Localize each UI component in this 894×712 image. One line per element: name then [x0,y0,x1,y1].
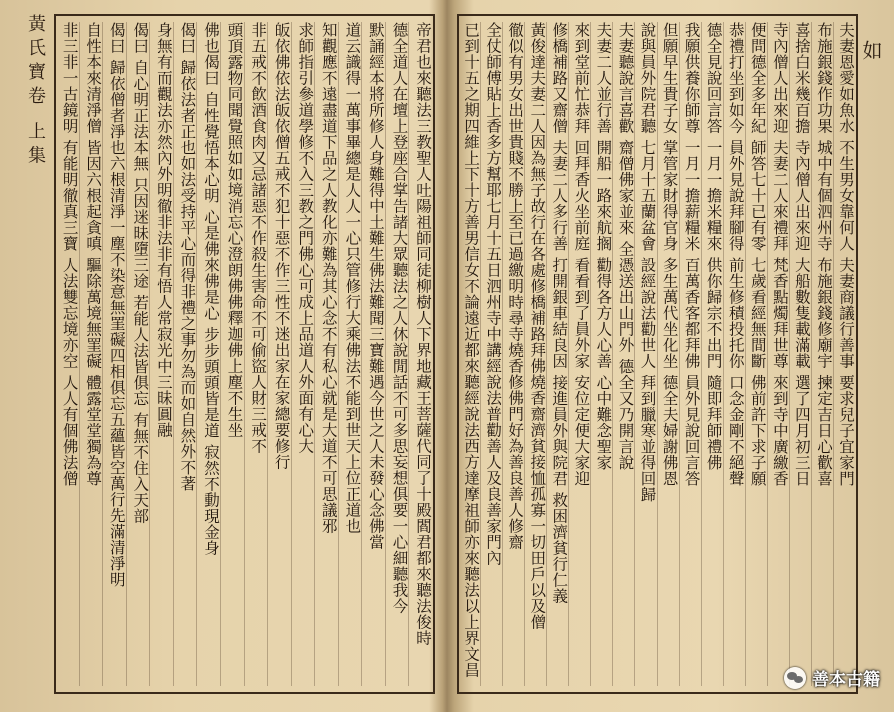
column-rule [220,22,221,686]
text-column: 偈曰 歸依僧者淨也六根清淨一塵不染意無罣礙四相俱忘五蘊皆空萬行先滿清淨明 [107,22,126,588]
text-column: 佛也偈曰 自性覺悟本心明 心是佛來佛是心 步步頭頭皆是道 寂然不動現金身 [201,22,220,556]
column-rule [338,22,339,686]
column-rule [480,22,481,686]
column-rule [767,22,768,686]
text-column: 我願供養你師尊 一月一擔薪糧米 百萬香客都拜佛 員外見說回言答 [682,22,701,487]
text-column: 自性本來清淨僧 皆因六根起貪嗔 驅除萬境無罣礙 體露堂堂獨為尊 [84,22,103,487]
text-column: 喜捨白米幾百擔 寺內僧人出來迎 大船數隻載滿載 選了四月初三日 [792,22,811,487]
text-column: 頭頂露物同聞覺照如如境消忘心澄朗佛佛釋迦佛上塵不生坐 [225,22,244,438]
text-column: 來到堂前忙恭拜 回拜香火坐前庭 看看到了員外家 安位定便大家迎 [572,22,591,487]
column-rule [745,22,746,686]
left-page-gutter-title: 黃氏寶卷 上集 [25,14,46,170]
text-column: 偈曰 自心明正法本無 只因迷昧墮三途 若能人法皆俱忘 有無不住入天部 [131,22,150,524]
column-rule [408,22,409,686]
column-rule [833,22,834,686]
text-column: 身無有而觀法亦然內外明徹非法非有悟人常寂光中三昧圓融 [154,22,173,438]
text-column: 默誦經本將所修人身難得中土難生佛法難聞三寶難遇今世之人未發心念佛當 [366,22,385,550]
text-column: 徹似有男女出世貴賤不勝上至已過繳明時尋寺燒香修佛門好為善良善人修齋 [506,22,525,550]
text-column: 黃俊達夫妻二人因為無子故行在各處修橋補路拜佛燒香齋濟貧接恤孤寡一切田戶以及僧 [528,22,547,630]
text-column: 便問德全多年紀 師答七十已有零 七歲看經無間斷 佛前許下求子願 [748,22,767,487]
column-rule [701,22,702,686]
text-column: 修橋補路又齋僧 夫妻二人多行善 打開銀車結良因 接進員外與院君 救困濟貧行仁義 [550,22,569,604]
column-rule [291,22,292,686]
column-rule [524,22,525,686]
text-column: 求師指引參道學修不入三教之門佛心可成上品道人外面有心大 [296,22,315,454]
column-rule [173,22,174,686]
column-rule [267,22,268,686]
column-rule [385,22,386,686]
column-rule [361,22,362,686]
text-column: 皈依佛依法皈依僧五戒不犯十惡不作三性不迷出家在家總要修行 [272,22,291,470]
column-rule [502,22,503,686]
column-rule [657,22,658,686]
column-rule [126,22,127,686]
text-column: 寺內僧人出來迎 夫妻二人來禮拜 梵香點燭拜世尊 來到寺中廣繳香 [770,22,789,487]
column-rule [723,22,724,686]
right-page [453,0,894,712]
text-column: 恭禮打坐到如今 員外見說拜腳得 前生修積投托你 口念金剛不絕聲 [726,22,745,487]
column-rule [811,22,812,686]
right-text-frame [457,14,858,694]
column-rule [612,22,613,686]
column-rule [789,22,790,686]
column-rule [149,22,150,686]
column-rule [244,22,245,686]
column-rule [679,22,680,686]
text-column: 知觀應不遠盡道下品之人教化亦難為其心念不有私心就是大道不可思議邪 [319,22,338,534]
column-rule [79,22,80,686]
right-page-gutter-title: 如 [859,40,883,66]
watermark-text: 善本古籍 [812,670,880,690]
text-column: 說與員外院君聽 七月十五蘭盆會 設經說法勸世人 拜到臘寒並得回歸 [638,22,657,503]
column-rule [590,22,591,686]
text-column: 夫妻聽說言喜歡 齋僧佛家並來 全憑送出山門外 德全又乃開言說 [616,22,635,471]
text-column: 偈曰 歸依法者正也如法受持平心而得非禮之事勿為而如自然外不著 [178,22,197,492]
text-column: 德全見說回言答 一月一擔米糧來 供你歸宗不出門 隨即拜師禮佛 [704,22,723,471]
left-page [0,0,441,712]
text-column: 但願早生貴子女 掌管家財得官身 多生萬代坐化坐 德全夫婦謝佛恩 [660,22,679,487]
text-column: 非五戒不飲酒食肉又忌諸惡不作殺生害命不可偷盜人財三戒不 [249,22,268,454]
column-rule [568,22,569,686]
text-column: 已到十五之期四維上下十方善男信女不論遠近都來聽經說法西方達摩祖師亦來聽法以上界文昌 [462,22,481,678]
text-column: 全仗師傅貼上香多方幫耶七月十五日泗州寺中講經說法普勸善人及良善家門內 [484,22,503,566]
text-column: 帝君也來聽法三教聖人吐陽祖師同徒柳樹人下界地藏王菩薩代同了十殿閻君都來聽法俊時 [414,22,432,646]
text-column: 德全道人在壇上登座合掌告諸大眾聽法之人休說閒話不可多思妄想俱要一心細聽我今 [390,22,409,614]
column-rule [196,22,197,686]
column-rule [314,22,315,686]
text-column: 道云識得一萬事畢總是人人一心只管修行大乘佛法不能到世天上位正道也 [343,22,362,534]
text-column: 夫妻恩愛如魚水 不生男女靠何人 夫妻商議行善事 要求兒子宜家門 [837,22,855,487]
column-rule [634,22,635,686]
watermark [784,665,880,690]
column-rule [546,22,547,686]
text-column: 夫妻二人並行善 開船一路來航搁 勸得各方人心善 心中難念聖家 [594,22,613,471]
text-column: 非三非一古鏡明 有能明徹真三寶 人法雙忘境亦空 人人有個佛法僧 [60,22,79,487]
left-text-frame [54,14,435,694]
text-column: 布施銀錢作功果 城中有個泗州寺 布施銀錢修廟宇 揀定吉日心歡喜 [814,22,833,487]
wechat-icon [784,667,806,689]
column-rule [102,22,103,686]
